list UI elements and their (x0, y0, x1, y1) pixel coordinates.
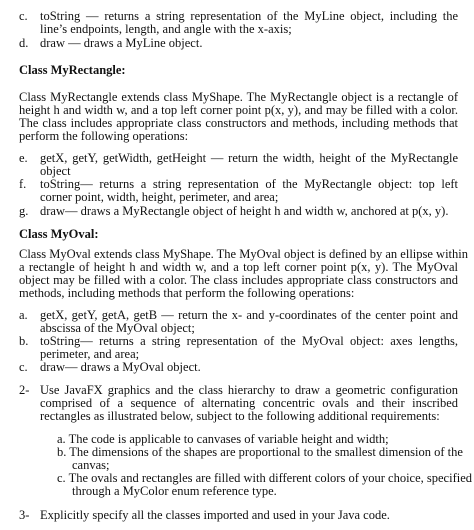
item-marker-b: b. (19, 334, 29, 348)
rect-para-line3: The class includes appropriate class constructors and methods, including methods that (19, 116, 458, 130)
task-2-number: 2- (19, 383, 30, 397)
task-2-line1: Use JavaFX graphics and the class hierarchy to draw a geometric configuration (40, 383, 458, 397)
oval-para-line4: methods, including methods that perform the following operations: (19, 286, 355, 300)
item-a-line2: abscissa of the MyOval object; (40, 321, 195, 335)
req-a: a. The code is applicable to canvases of variable height and width; (57, 432, 389, 446)
item-f-line2: corner point, width, height, perimeter, and area; (40, 190, 279, 204)
item-marker-g: g. (19, 204, 29, 218)
item-marker-a: a. (19, 308, 28, 322)
req-c-line2: through a MyColor enum reference type. (72, 484, 277, 498)
item-d-line1: draw — draws a MyLine object. (40, 36, 203, 50)
item-marker-e: e. (19, 151, 28, 165)
item-e-line2: object (40, 164, 71, 178)
rect-para-line1: Class MyRectangle extends class MyShape. The MyRectangle object is a rectangle of (19, 90, 458, 104)
oval-para-line2: a rectangle of height h and width w, and a top left corner point p(x, y). The MyOval (19, 260, 458, 274)
item-b-line1: toString— returns a string representation of the MyOval object: axes lengths, (40, 334, 458, 348)
oval-para-line3: object may be filled with a color. The class includes appropriate class constructors and (19, 273, 458, 287)
item-c-line1: toString — returns a string representation of the MyLine object, including the (40, 9, 458, 23)
item-f-line1: toString— returns a string representation of the MyRectangle object: top left (40, 177, 458, 191)
item-g-line1: draw— draws a MyRectangle object of height h and width w, anchored at p(x, y). (40, 204, 449, 218)
rect-para-line4: perform the following operations: (19, 129, 189, 143)
item-c-line2: line’s endpoints, length, and angle with the x-axis; (40, 22, 292, 36)
task-3-number: 3- (19, 508, 30, 522)
item-c2-line1: draw— draws a MyOval object. (40, 360, 201, 374)
task-2-line3: rectangles as illustrated below, subject to the following additional requirements: (40, 409, 440, 423)
task-3-text: Explicitly specify all the classes imported and used in your Java code. (40, 508, 390, 522)
heading-myrectangle: Class MyRectangle: (19, 63, 126, 77)
item-a-line1: getX, getY, getA, getB — return the x- and y-coordinates of the center point and (40, 308, 458, 322)
item-marker-c: c. (19, 9, 28, 23)
req-c-line1: c. The ovals and rectangles are filled with different colors of your choice, specified (57, 471, 473, 485)
item-b-line2: perimeter, and area; (40, 347, 140, 361)
item-e-line1: getX, getY, getWidth, getHeight — return the width, height of the MyRectangle (40, 151, 458, 165)
heading-myoval: Class MyOval: (19, 227, 99, 241)
item-marker-d: d. (19, 36, 29, 50)
oval-para-line1: Class MyOval extends class MyShape. The MyOval object is defined by an ellipse within (19, 247, 468, 261)
task-2-line2: comprised of a sequence of alternating concentric ovals and their inscribed (40, 396, 458, 410)
item-marker-f: f. (19, 177, 27, 191)
req-b-line1: b. The dimensions of the shapes are proportional to the smallest dimension of the (57, 445, 463, 459)
req-b-line2: canvas; (72, 458, 110, 472)
item-marker-c2: c. (19, 360, 28, 374)
rect-para-line2: height h and width w, and a top left corner point p(x, y), and may be filled with a color. (19, 103, 458, 117)
